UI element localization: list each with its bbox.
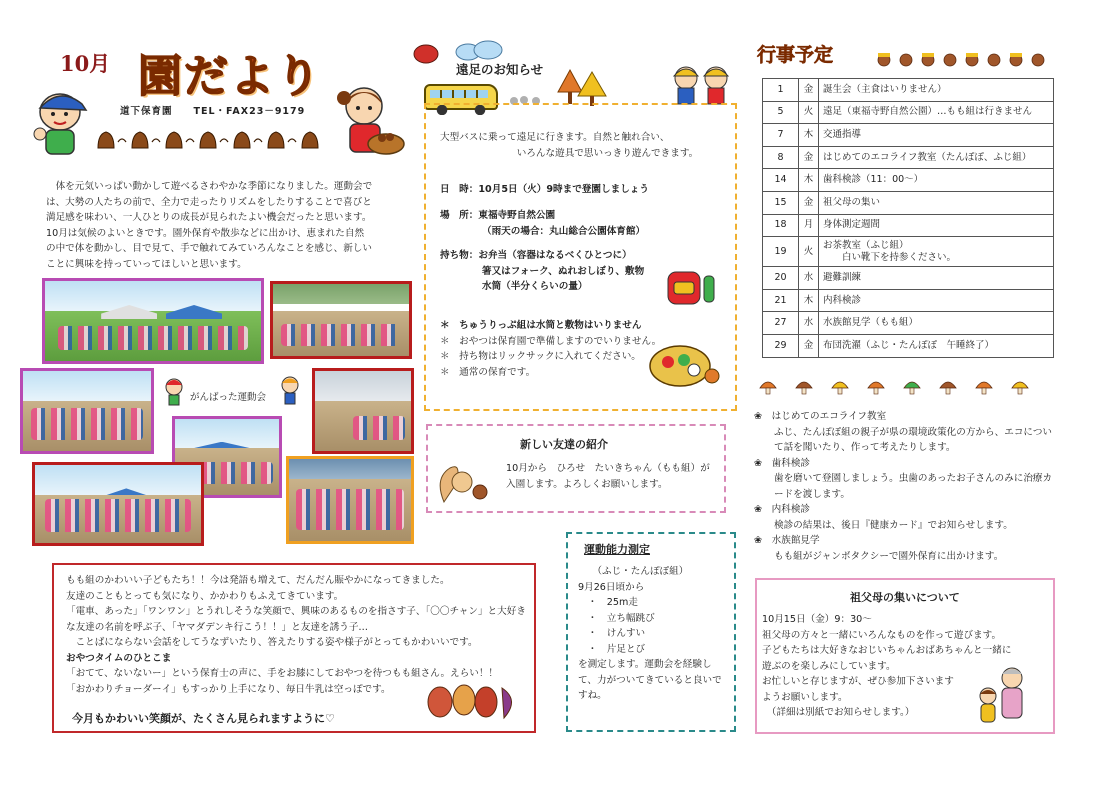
grandparents-line: 子どもたちは大好きなおじいちゃんおばあちゃんと一緒に [762, 645, 1012, 656]
grandparents-line: ようお願いします。 [762, 691, 848, 703]
new-friend-line: 入園します。よろしくお願いします。 [506, 478, 668, 490]
schedule-weekday: 木 [799, 289, 819, 312]
grandparents-line: （詳細は別紙でお知らせします。） [762, 707, 915, 718]
table-row [763, 267, 1054, 290]
schedule-event: 水族館見学（もも組） [819, 312, 1054, 335]
runner-icon [160, 377, 190, 407]
momo-line: もも組のかわいい子どもたち！！今は発語も増えて、だんだん賑やかになってきました。 [66, 575, 450, 586]
excursion-place-sub: （雨天の場合：丸山総合公園体育館） [482, 225, 646, 237]
intro-line: 満足感を味わい、一人ひとりの成長が見られたよい機会だったと思います。 [46, 212, 372, 223]
note-line: て話を聞いたり、作って考えたりします。 [774, 442, 956, 453]
table-row [763, 237, 1054, 267]
momo-line: な友達の名前を呼ぶ子、「ヤマダデンキ行こう！！」と友達を誘う子… [66, 621, 369, 633]
intro-line: の中で体を動かし、目で見て、手で触れてみていろんなことを感じ、新しい [46, 243, 372, 254]
table-row [763, 289, 1054, 312]
fitness-line: 9月26日頃から [578, 581, 645, 593]
grandmother-child-icon [972, 664, 1038, 726]
schedule-day: 14 [763, 169, 799, 192]
photo-caption: がんばった運動会 [190, 392, 267, 403]
schedule-weekday: 火 [799, 101, 819, 124]
schedule-event: 誕生会（主食はいりません） [819, 79, 1054, 102]
fitness-line: （ふじ・たんぽぽ組） [578, 566, 689, 577]
backpack-icon [664, 262, 718, 310]
excursion-items-sub: 箸又はフォーク、ぬれおしぼり、敷物 [482, 265, 645, 277]
intro-text [46, 179, 372, 272]
schedule-day: 19 [763, 237, 799, 267]
note-heading: ❀ 内科検診 [754, 504, 811, 515]
note-line: 検診の結果は、後日『健康カード』でお知らせします。 [774, 519, 1013, 531]
schedule-weekday: 水 [799, 267, 819, 290]
note-line: ふじ、たんぽぽ組の親子が県の環境政策化の方から、エコについ [774, 426, 1053, 438]
schedule-event: 内科検診 [819, 289, 1054, 312]
sports-day-photo [32, 462, 204, 546]
table-row [763, 146, 1054, 169]
schedule-weekday: 金 [799, 191, 819, 214]
new-friend-title: 新しい友達の紹介 [520, 438, 608, 451]
mushroom-border-icon [756, 376, 1052, 396]
excursion-note: ＊ ちゅうりっぷ組は水筒と敷物はいりません [440, 320, 642, 331]
momo-line: 「おかわりチョーダーイ」もすっかり上手になり、毎日牛乳は空っぽです。 [66, 683, 391, 695]
excursion-lead-line: いろんな遊具で思いっきり遊んできます。 [440, 147, 699, 159]
schedule-weekday: 金 [799, 334, 819, 357]
fitness-title: 運動能力測定 [584, 543, 650, 556]
table-row [763, 214, 1054, 237]
excursion-items [440, 248, 644, 295]
schedule-day: 20 [763, 267, 799, 290]
excursion-note: ＊ 通常の保育です。 [440, 366, 536, 378]
momo-line: 友達のこともとっても気になり、かかわりもふえてきています。 [66, 590, 344, 602]
schedule-weekday: 月 [799, 214, 819, 237]
grandparents-line: 遊ぶのを楽しみにしています。 [762, 660, 896, 672]
sports-day-photo [42, 278, 264, 364]
intro-line: 体を元気いっぱい動かして遊べるさわやかな季節になりました。運動会で [46, 181, 373, 192]
schedule-weekday: 金 [799, 79, 819, 102]
schedule-weekday: 木 [799, 169, 819, 192]
intro-line: 10月は気候のよいときです。園外保育や散歩などに出かけ、恵まれた自然 [46, 227, 365, 239]
schedule-weekday: 金 [799, 146, 819, 169]
sports-day-photo [20, 368, 154, 454]
schedule-event: はじめてのエコライフ教室（たんぽぽ、ふじ組） [819, 146, 1054, 169]
grandparents-line: 祖父母の方々と一緒にいろんなものを作って遊びます。 [762, 629, 1002, 641]
schedule-event: 避難訓練 [819, 267, 1054, 290]
sports-day-photo [312, 368, 414, 454]
lunchbox-icon [646, 340, 720, 390]
momo-closing: 今月もかわいい笑顔が、たくさん見られますように♡ [72, 712, 335, 725]
schedule-weekday: 火 [799, 237, 819, 267]
note-heading-text: 内科検診 [771, 504, 811, 515]
schedule-day: 27 [763, 312, 799, 335]
schedule-event [819, 237, 1054, 267]
schedule-event: 遠足（東福寺野自然公園）…もも組は行きません [819, 101, 1054, 124]
intro-line: は、大勢の人たちの前で、全力で走ったりリズムをしたりすることで喜びと [46, 196, 372, 208]
schedule-day: 1 [763, 79, 799, 102]
fitness-line: ・ 片足とび [578, 643, 646, 655]
snack-icon [424, 680, 524, 720]
table-row [763, 101, 1054, 124]
girl-illustration [330, 84, 410, 164]
schedule-event: 祖父母の集い [819, 191, 1054, 214]
sports-day-photo [270, 281, 412, 359]
boy-illustration [30, 88, 92, 160]
newsletter-title: 園だより [138, 51, 322, 102]
schedule-event-line: 白い靴下を持参ください。 [823, 251, 957, 263]
event-notes [754, 409, 1052, 564]
note-heading-text: 歯科検診 [771, 457, 811, 469]
school-contact: 道下保育園 TEL・FAX23－9179 [120, 106, 306, 117]
fitness-line: ・ 立ち幅跳び [578, 612, 655, 624]
grandparents-line: 10月15日（金）9：30～ [762, 614, 872, 625]
excursion-note: ＊ 持ち物はリックサックに入れてください。 [440, 351, 641, 362]
table-row [763, 334, 1054, 357]
fitness-line: て、力がついてきていると良いで [578, 674, 722, 686]
apple-icon [412, 42, 440, 64]
schedule-weekday: 木 [799, 124, 819, 147]
schedule-day: 5 [763, 101, 799, 124]
excursion-items-line: 持ち物：お弁当（容器はなるべくひとつに） [440, 250, 632, 261]
note-heading-text: 水族館見学 [771, 535, 820, 546]
sports-day-photo [286, 456, 414, 544]
excursion-note: ＊ おやつは保育園で準備しますのでいりません。 [440, 335, 662, 347]
excursion-lead-line: 大型バスに乗って遠足に行きます。自然と触れ合い、 [440, 132, 670, 143]
note-line: もも組がジャンボタクシーで園外保育に出かけます。 [774, 550, 1004, 562]
note-line: ードを渡します。 [774, 488, 850, 500]
schedule-weekday: 水 [799, 312, 819, 335]
schedule-day: 8 [763, 146, 799, 169]
excursion-date: 日 時：10月5日（火）9時まで登園しましょう [440, 184, 649, 195]
squirrel-icon [434, 458, 492, 506]
fitness-line: を測定します。運動会を経験し [578, 659, 712, 670]
runner-icon [274, 374, 306, 408]
intro-line: ことに興味を持っていってほしいと思います。 [46, 258, 247, 270]
acorn-border-icon [876, 50, 1054, 68]
fitness-line: ・ 25m走 [578, 597, 638, 608]
grandparents-title: 祖父母の集いについて [850, 591, 960, 604]
momo-subheading: おやつタイムのひとこま [66, 652, 172, 664]
momo-class-text [66, 573, 526, 697]
fitness-text [578, 564, 722, 704]
schedule-title: 行事予定 [757, 44, 834, 66]
schedule-day: 29 [763, 334, 799, 357]
table-row [763, 124, 1054, 147]
schedule-event: 身体測定週間 [819, 214, 1054, 237]
month-label: 10月 [60, 51, 111, 76]
table-row [763, 191, 1054, 214]
excursion-details [440, 182, 649, 198]
table-row [763, 79, 1054, 102]
table-row [763, 312, 1054, 335]
schedule-day: 7 [763, 124, 799, 147]
note-heading: ❀ 歯科検診 [754, 457, 811, 469]
note-heading: ❀ はじめてのエコライフ教室 [754, 411, 887, 422]
excursion-notes [440, 318, 661, 380]
schedule-event: 交通指導 [819, 124, 1054, 147]
cloud-icon [452, 38, 512, 62]
grandparents-line: お忙しいと存じますが、ぜひ参加下さいます [762, 676, 954, 687]
note-heading: ❀ 水族館見学 [754, 535, 820, 546]
fitness-line: すね。 [578, 690, 607, 701]
excursion-title: 遠足のお知らせ [456, 62, 544, 77]
excursion-place [440, 208, 645, 239]
fitness-line: ・ けんすい [578, 628, 646, 639]
note-line: 歯を磨いて登園しましょう。虫歯のあったお子さんのみに治療カ [774, 473, 1053, 484]
schedule-day: 15 [763, 191, 799, 214]
autumn-tree-icon [556, 68, 608, 108]
excursion-lead [440, 130, 698, 161]
new-friend-text [506, 461, 710, 492]
excursion-place-line: 場 所：東福寺野自然公園 [440, 210, 556, 221]
momo-line: 「おてて、ないないー」という保育士の声に、手をお膝にしておやつを待つもも組さん。えらい！！ [66, 668, 499, 679]
schedule-day: 18 [763, 214, 799, 237]
schedule-day: 21 [763, 289, 799, 312]
chestnut-decoration-icon [92, 128, 324, 154]
note-heading-text: はじめてのエコライフ教室 [771, 411, 887, 422]
momo-line: ことばにならない会話をしてうなずいたり、答えたりする姿や様子がとってもかわいいです。 [66, 637, 478, 648]
schedule-event: 歯科検診（11：00～） [819, 169, 1054, 192]
schedule-event-line: お茶教室（ふじ組） [823, 239, 909, 251]
momo-line: 「電車、あった」「ワンワン」とうれしそうな笑顔で、興味のあるものを指さす子、「〇〇チャン」と大好き [66, 606, 526, 617]
table-row [763, 169, 1054, 192]
schedule-event: 布団洗濯（ふじ・たんぽぽ 午睡終了） [819, 334, 1054, 357]
excursion-items-sub: 水筒（半分くらいの量） [482, 281, 588, 292]
schedule-table [762, 78, 1054, 358]
new-friend-line: 10月から ひろせ たいきちゃん（もも組）が [506, 463, 710, 474]
